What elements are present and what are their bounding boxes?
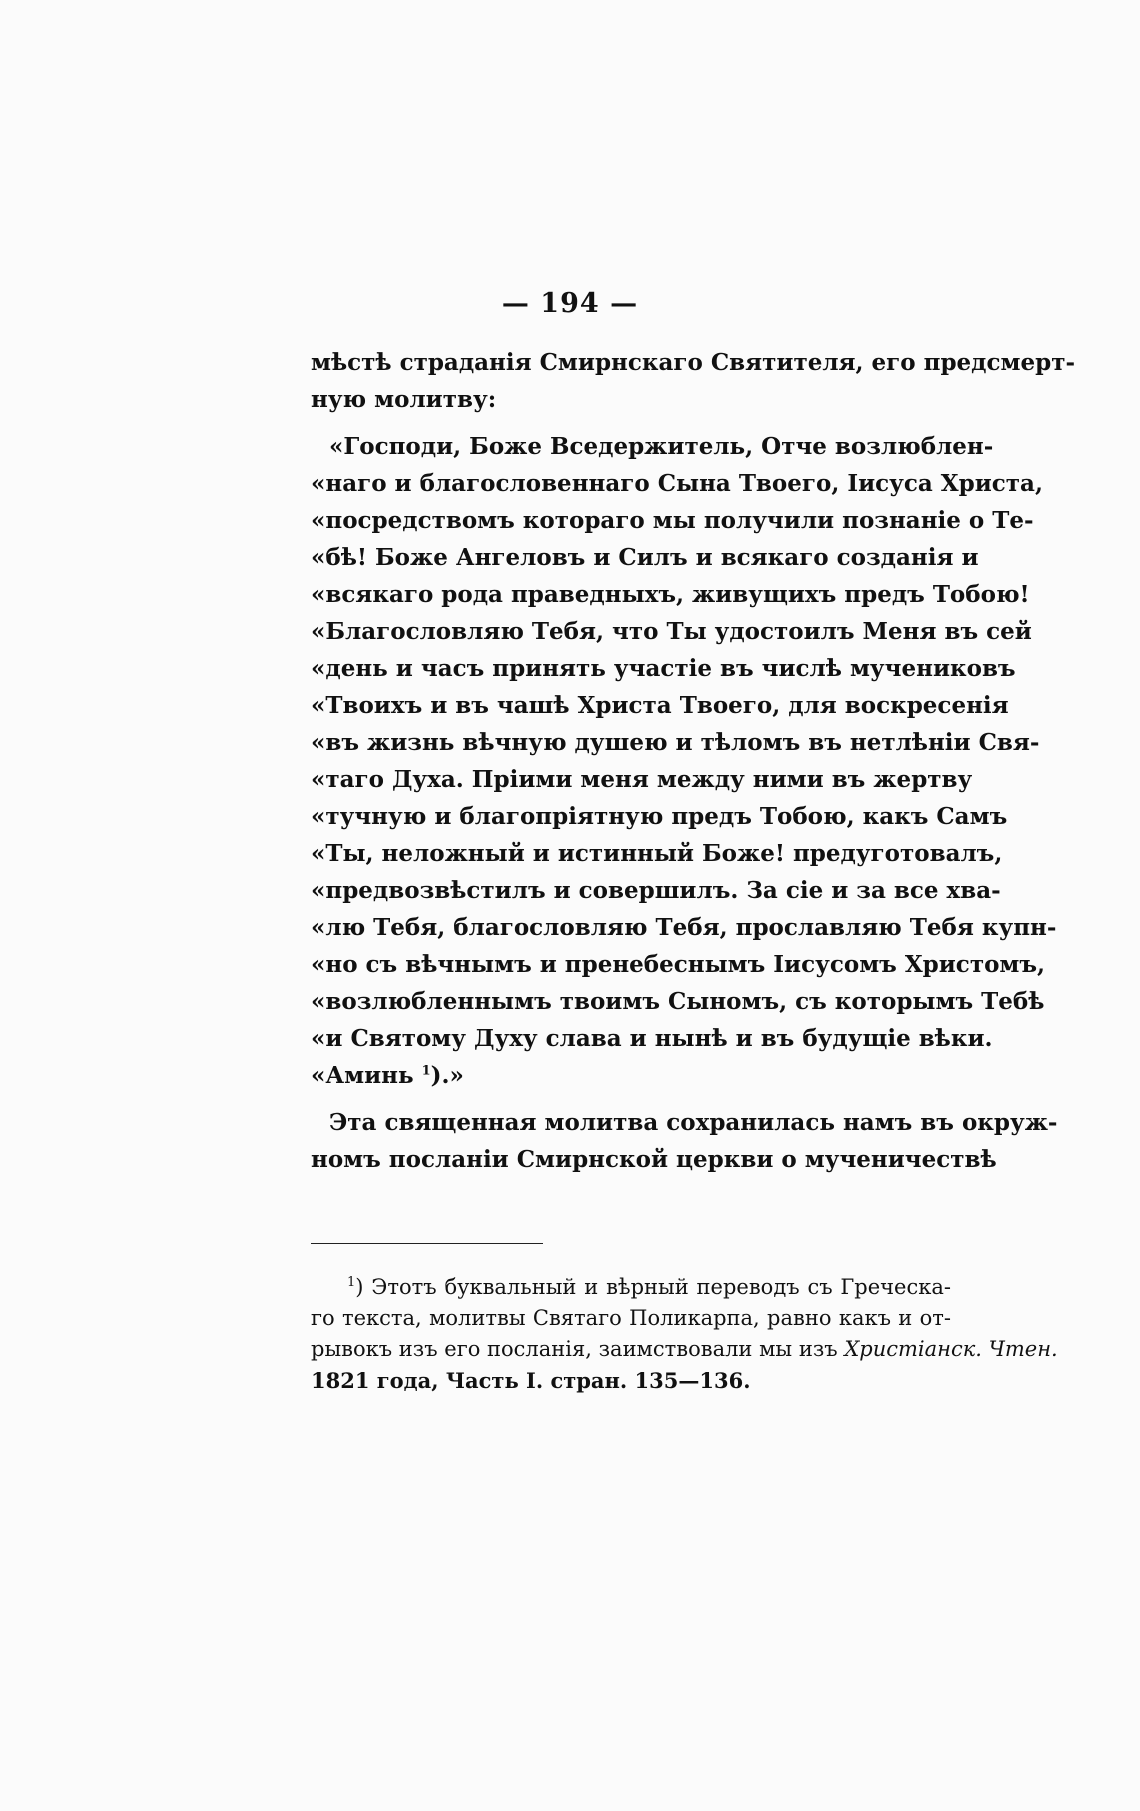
text-line: «день и часъ принять участіе въ числѣ мучениковъ [311,655,1016,682]
text-line: «въ жизнь вѣчную душею и тѣломъ въ нетлѣніи Свя- [311,729,1040,756]
text-line: «и Святому Духу слава и нынѣ и въ будущіе вѣки. [311,1025,993,1052]
text-line: «Твоихъ и въ чашѣ Христа Твоего, для воскресенія [311,692,1009,719]
text-line: «лю Тебя, благословляю Тебя, прославляю Тебя купн- [311,914,1057,941]
text-line: «таго Духа. Пріими меня между ними въ жертву [311,766,973,793]
text-line: «но съ вѣчнымъ и пренебеснымъ Іисусомъ Христомъ, [311,951,1046,978]
footnote-text: ) Этотъ буквальный и вѣрный переводъ съ Греческа- [355,1275,951,1299]
text-line: «всякаго рода праведныхъ, живущихъ предъ Тобою! [311,581,1030,608]
text-line: мѣстѣ страданія Смирнскаго Святителя, его предсмерт- [311,349,1075,376]
footnote-divider [311,1243,543,1244]
amen-tail: ).» [430,1062,464,1089]
footnote-marker: 1 [347,1275,356,1290]
text-line: «Господи, Боже Вседержитель, Отче возлюблен- [329,433,994,460]
footnote-source-title: Христіанск. Чтен. [844,1337,1058,1361]
paragraph-gap [311,418,951,428]
main-text [311,344,1075,1178]
footnote-line [311,1272,951,1303]
text-line: «посредствомъ котораго мы получили познаніе о Те- [311,507,1034,534]
footnote-reference: 1 [421,1063,431,1079]
amen-text: «Аминь [311,1062,414,1089]
footnote-line: 1821 года, Часть I. стран. 135—136. [311,1368,751,1393]
text-line: «тучную и благопріятную предъ Тобою, какъ Самъ [311,803,1008,830]
footnote-line: го текста, молитвы Святаго Поликарпа, равно какъ и от- [311,1306,951,1330]
text-line: «наго и благословеннаго Сына Твоего, Іисуса Христа, [311,470,1043,497]
footnote [311,1272,1058,1396]
text-line: «возлюбленнымъ твоимъ Сыномъ, съ которымъ Тебѣ [311,988,1045,1015]
amen-line [311,1057,951,1094]
text-line: «Благословляю Тебя, что Ты удостоилъ Меня въ сей [311,618,1032,645]
text-line: Эта священная молитва сохранилась намъ въ окруж- [329,1109,1058,1136]
footnote-line [311,1334,1058,1365]
page-number: — 194 — [501,288,639,319]
text-line: ную молитву: [311,386,497,413]
paragraph-gap [311,1094,951,1104]
footnote-text: рывокъ изъ его посланія, заимствовали мы изъ [311,1337,838,1361]
text-line: «Ты, неложный и истинный Боже! предуготовалъ, [311,840,1003,867]
text-line: «предвозвѣстилъ и совершилъ. За сіе и за все хва- [311,877,1001,904]
text-line: номъ посланіи Смирнской церкви о мученичествѣ [311,1146,997,1173]
text-line: «бѣ! Боже Ангеловъ и Силъ и всякаго созданія и [311,544,979,571]
